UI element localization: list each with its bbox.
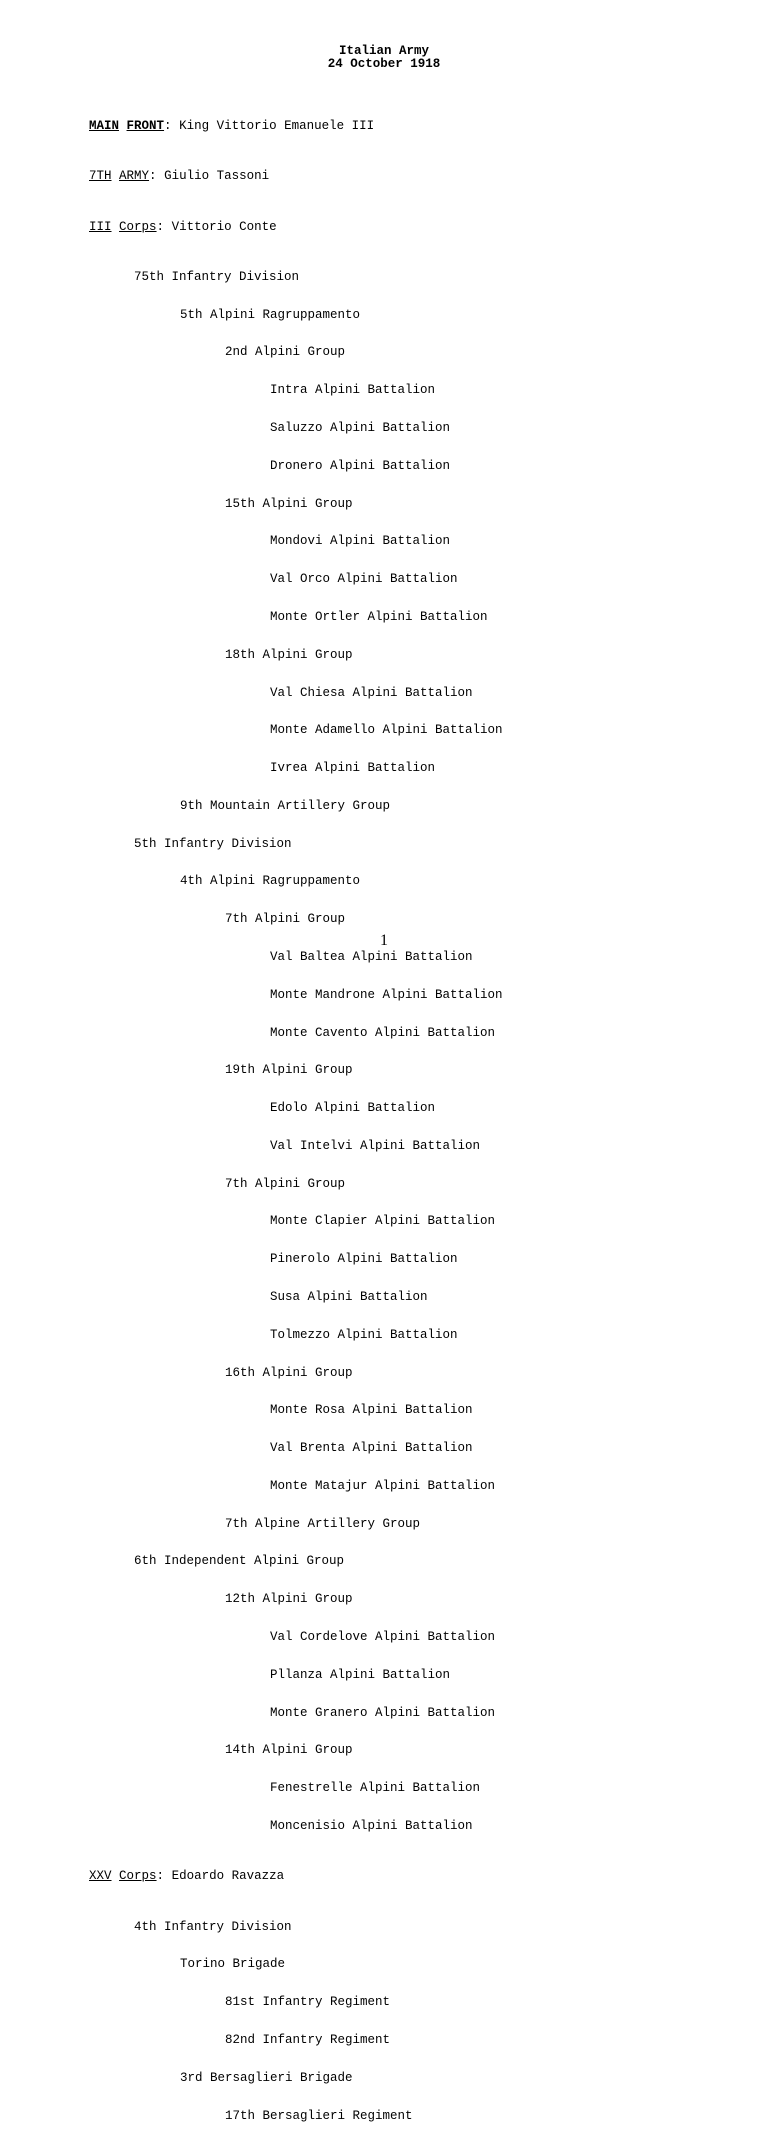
main-front-label-a: MAIN [89,118,120,133]
battalion-line: Val Brenta Alpini Battalion [270,1441,473,1456]
battalion-line: Monte Cavento Alpini Battalion [270,1025,496,1040]
battalion-line: Moncenisio Alpini Battalion [270,1818,473,1833]
division-line: 75th Infantry Division [134,269,300,284]
corps-iii-line [89,221,503,234]
main-front-label-b: FRONT [126,118,165,133]
battalion-line: Monte Clapier Alpini Battalion [270,1214,496,1229]
brigade-line: Torino Brigade [180,1957,286,1972]
battalion-line: Saluzzo Alpini Battalion [270,421,451,436]
corps-xxv-line [89,1870,503,1883]
group-line: 19th Alpini Group [225,1063,353,1078]
army-separator: : [149,169,165,184]
regiment-line: 81st Infantry Regiment [225,1995,391,2010]
battalion-line: Fenestrelle Alpini Battalion [270,1781,481,1796]
order-of-battle-list [89,82,503,2147]
document-title: Italian Army [338,44,429,58]
army-line [89,170,503,183]
artillery-group-line: 7th Alpine Artillery Group [225,1516,421,1531]
corps-iii-label-a: III [89,219,112,234]
battalion-line: Pllanza Alpini Battalion [270,1667,451,1682]
battalion-line: Val Cordelove Alpini Battalion [270,1630,496,1645]
battalion-line: Ivrea Alpini Battalion [270,761,436,776]
battalion-line: Monte Granero Alpini Battalion [270,1705,496,1720]
battalion-line: Monte Rosa Alpini Battalion [270,1403,473,1418]
group-line: 7th Alpini Group [225,912,346,927]
group-line: 2nd Alpini Group [225,345,346,360]
battalion-line: Monte Mandrone Alpini Battalion [270,987,503,1002]
corps-iii-label-b: Corps [119,219,157,234]
division-line: 5th Infantry Division [134,836,292,851]
group-line: 12th Alpini Group [225,1592,353,1607]
brigade-line: 3rd Bersaglieri Brigade [180,2070,353,2085]
regiment-line: 17th Bersaglieri Regiment [225,2108,413,2123]
independent-group-line: 6th Independent Alpini Group [134,1554,345,1569]
battalion-line: Edolo Alpini Battalion [270,1101,436,1116]
battalion-line: Val Intelvi Alpini Battalion [270,1138,481,1153]
battalion-line: Val Chiesa Alpini Battalion [270,685,473,700]
battalion-line: Intra Alpini Battalion [270,383,436,398]
army-commander: Giulio Tassoni [164,169,270,184]
group-line: 7th Alpini Group [225,1176,346,1191]
corps-iii-commander: Vittorio Conte [171,219,277,234]
battalion-line: Tolmezzo Alpini Battalion [270,1327,458,1342]
main-front-separator: : [164,118,180,133]
battalion-line: Pinerolo Alpini Battalion [270,1252,458,1267]
regiment-line: 82nd Infantry Regiment [225,2033,391,2048]
corps-xxv-label-b: Corps [119,1869,157,1884]
group-line: 14th Alpini Group [225,1743,353,1758]
corps-xxv-label-a: XXV [89,1869,112,1884]
division-line: 4th Infantry Division [134,1919,292,1934]
corps-xxv-commander: Edoardo Ravazza [171,1869,285,1884]
document-date: 24 October 1918 [327,57,441,71]
group-line: 16th Alpini Group [225,1365,353,1380]
battalion-line: Val Baltea Alpini Battalion [270,949,473,964]
battalion-line: Monte Matajur Alpini Battalion [270,1478,496,1493]
artillery-group-line: 9th Mountain Artillery Group [180,798,391,813]
main-front-line [89,120,503,133]
battalion-line: Dronero Alpini Battalion [270,458,451,473]
corps-xxv-separator: : [156,1869,172,1884]
army-label-a: 7TH [89,169,112,184]
battalion-line: Monte Adamello Alpini Battalion [270,723,503,738]
corps-iii-separator: : [156,219,172,234]
battalion-line: Monte Ortler Alpini Battalion [270,609,488,624]
army-label-b: ARMY [119,169,150,184]
ragruppamento-line: 5th Alpini Ragruppamento [180,307,361,322]
main-front-commander: King Vittorio Emanuele III [179,118,375,133]
battalion-line: Val Orco Alpini Battalion [270,572,458,587]
ragruppamento-line: 4th Alpini Ragruppamento [180,874,361,889]
group-line: 18th Alpini Group [225,647,353,662]
battalion-line: Mondovi Alpini Battalion [270,534,451,549]
page-number: 1 [380,932,388,949]
battalion-line: Susa Alpini Battalion [270,1290,428,1304]
group-line: 15th Alpini Group [225,496,353,511]
